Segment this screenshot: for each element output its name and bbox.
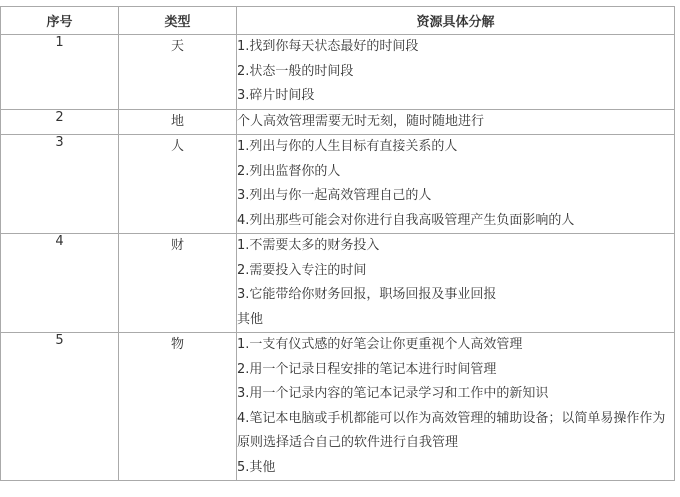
header-detail: 资源具体分解 [237,7,675,35]
detail-item: 3.列出与你一起高效管理自己的人 [237,188,432,203]
detail-item: 其他 [237,311,264,327]
detail-item: 3.它能带给你财务回报，职场回报及事业回报 [237,287,497,302]
detail-item: 4.笔记本电脑或手机都能可以作为高效管理的辅助设备；以简单易操作作为原则选择适合自己的软件进行自我管理 [237,410,666,450]
row-number: 4 [1,234,119,333]
detail-item: 5.其他 [237,459,276,475]
table-header-row [1,7,675,35]
row-type: 物 [119,333,237,481]
detail-item: 3.用一个记录内容的笔记本记录学习和工作中的新知识 [237,386,549,401]
detail-item: 1.一支有仪式感的好笔会让你更重视个人高效管理 [237,337,523,352]
header-type: 类型 [119,7,237,35]
header-number: 序号 [1,7,119,35]
row-type: 人 [119,135,237,234]
row-number: 2 [1,109,119,135]
row-detail [237,109,675,135]
table-row [1,234,675,333]
row-type: 地 [119,109,237,135]
table-row [1,109,675,135]
detail-item: 3.碎片时间段 [237,88,315,103]
detail-item: 1.列出与你的人生目标有直接关系的人 [237,139,458,154]
row-detail [237,234,675,333]
table-row [1,333,675,481]
row-detail [237,333,675,481]
row-type: 财 [119,234,237,333]
detail-item: 2.列出监督你的人 [237,163,341,179]
resource-table [0,6,675,481]
row-type: 天 [119,35,237,110]
row-number: 3 [1,135,119,234]
row-number: 5 [1,333,119,481]
row-detail [237,35,675,110]
table-row [1,35,675,110]
detail-item: 1.不需要太多的财务投入 [237,238,380,253]
detail-item: 1.找到你每天状态最好的时间段 [237,39,419,54]
detail-item: 2.用一个记录日程安排的笔记本进行时间管理 [237,361,497,377]
table-row [1,135,675,234]
detail-item: 4.列出那些可能会对你进行自我高吸管理产生负面影响的人 [237,212,575,228]
detail-item: 2.需要投入专注的时间 [237,262,367,278]
row-number: 1 [1,35,119,110]
row-detail [237,135,675,234]
detail-item: 个人高效管理需要无时无刻，随时随地进行 [237,113,485,129]
detail-item: 2.状态一般的时间段 [237,63,354,79]
